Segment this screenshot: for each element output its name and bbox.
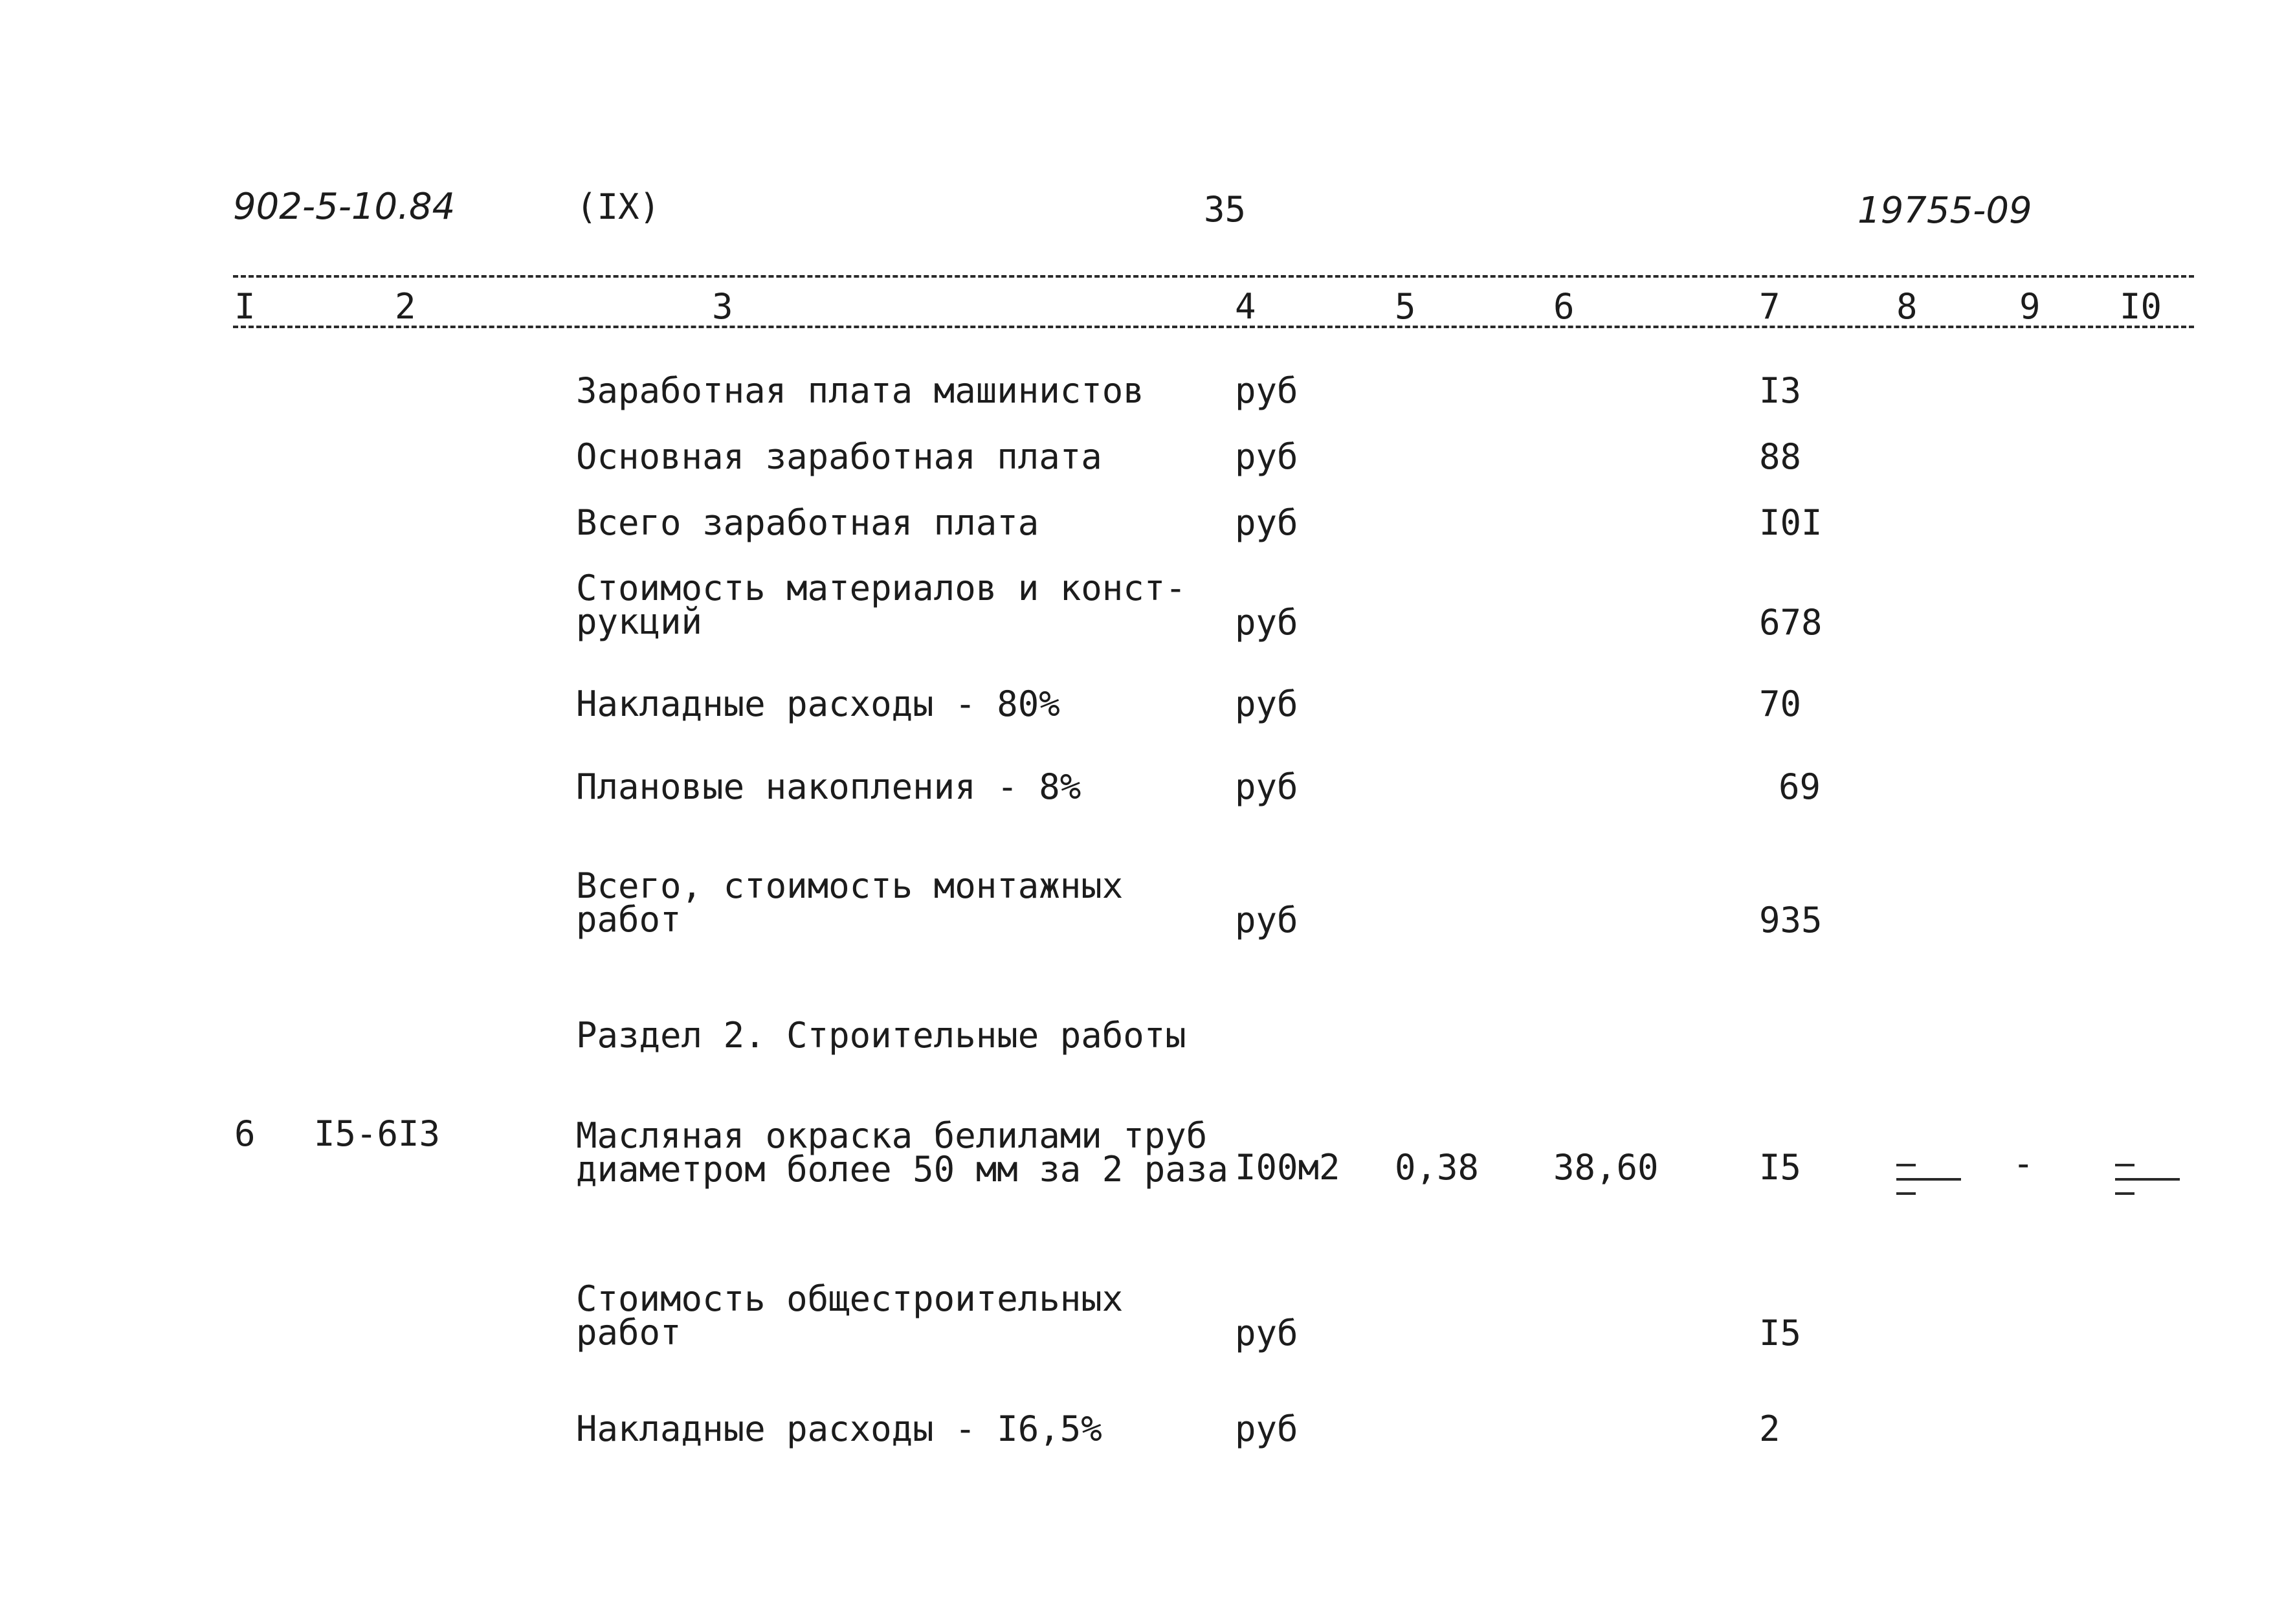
item-name-line2: диаметром более 50 мм за 2 раза [576, 1149, 1228, 1190]
item-price: 38,60 [1553, 1147, 1659, 1188]
row-unit: руб [1235, 900, 1298, 940]
col-header-1: I [234, 286, 256, 327]
col-header-6: 6 [1553, 286, 1575, 327]
row-total: I0I [1759, 502, 1823, 543]
item-code: I5-6I3 [314, 1113, 441, 1154]
row-unit: руб [1235, 1408, 1298, 1449]
row-name-line2: работ [576, 899, 682, 940]
col-header-8: 8 [1896, 286, 1918, 327]
row-unit: руб [1235, 1313, 1298, 1353]
col-header-10: I0 [2120, 286, 2162, 327]
col-header-5: 5 [1395, 286, 1416, 327]
col-header-9: 9 [2019, 286, 2041, 327]
row-name-line1: Стоимость общестроительных [576, 1278, 1124, 1319]
ditto-mark-col8 [1896, 1164, 1968, 1203]
page-number: 35 [1204, 189, 1247, 230]
row-unit: руб [1235, 766, 1298, 807]
header-bottom-rule [233, 326, 2194, 328]
doc-code: 902-5-10.84 [233, 186, 456, 228]
row-unit: руб [1235, 436, 1298, 477]
row-unit: руб [1235, 502, 1298, 543]
col-header-4: 4 [1235, 286, 1256, 327]
row-total: 70 [1759, 684, 1802, 724]
row-name: Всего заработная плата [576, 502, 1039, 543]
col-header-7: 7 [1759, 286, 1780, 327]
row-unit: руб [1235, 370, 1298, 411]
item-number: 6 [234, 1113, 256, 1154]
row-total: 69 [1779, 766, 1821, 807]
item-name-line1: Масляная окраска белилами труб [576, 1115, 1208, 1156]
section-title: Раздел 2. Строительные работы [576, 1015, 1186, 1056]
item-unit: I00м2 [1235, 1147, 1340, 1188]
volume-label: (IX) [576, 186, 661, 227]
item-col9: - [2013, 1143, 2034, 1184]
doc-number: 19755-09 [1857, 190, 2032, 232]
row-name-line1: Стоимость материалов и конст- [576, 568, 1186, 608]
row-total: I5 [1759, 1313, 1802, 1353]
row-name-line2: рукций [576, 601, 703, 642]
row-name: Плановые накопления - 8% [576, 766, 1081, 807]
row-total: 935 [1759, 900, 1823, 940]
row-total: 88 [1759, 436, 1802, 477]
row-total: 2 [1759, 1408, 1780, 1449]
row-total: I3 [1759, 370, 1802, 411]
header-top-rule [233, 275, 2194, 278]
row-name: Накладные расходы - 80% [576, 684, 1060, 724]
row-unit: руб [1235, 602, 1298, 643]
item-total: I5 [1759, 1147, 1802, 1188]
row-name-line1: Всего, стоимость монтажных [576, 865, 1124, 906]
ditto-mark-col10 [2115, 1164, 2186, 1203]
row-name: Основная заработная плата [576, 436, 1102, 477]
row-name: Заработная плата машинистов [576, 370, 1144, 411]
row-name-line2: работ [576, 1312, 682, 1353]
col-header-2: 2 [395, 286, 416, 327]
row-total: 678 [1759, 602, 1823, 643]
row-name: Накладные расходы - I6,5% [576, 1408, 1102, 1449]
col-header-3: 3 [712, 286, 733, 327]
item-qty: 0,38 [1395, 1147, 1480, 1188]
row-unit: руб [1235, 684, 1298, 724]
